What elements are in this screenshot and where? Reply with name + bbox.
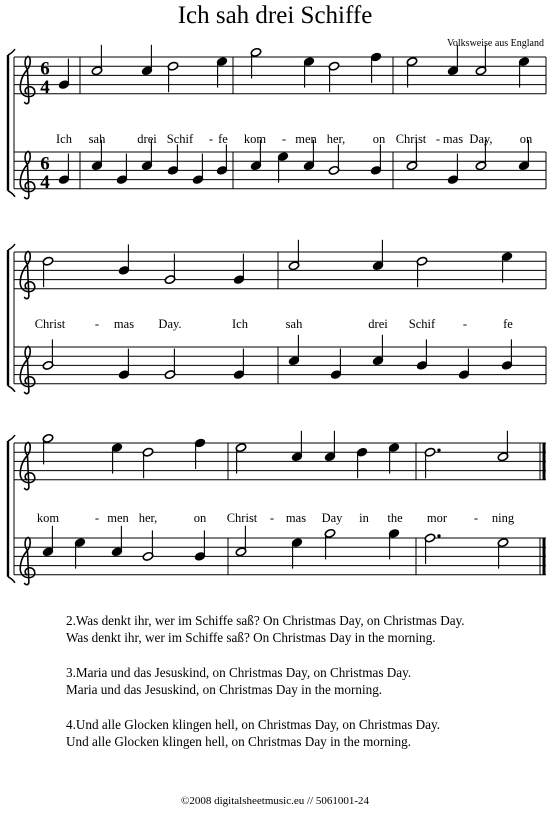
lyric-syllable: - — [462, 317, 468, 331]
lyric-syllable: men — [295, 132, 317, 146]
lyric-syllable: kom — [243, 132, 267, 146]
time-signature-upper: 6 — [40, 58, 50, 80]
verse-4 — [66, 716, 440, 750]
treble-clef-icon — [20, 56, 35, 103]
treble-clef-icon — [20, 537, 35, 584]
lyric-syllable: - — [94, 511, 100, 525]
lyric-syllable: Ich — [56, 132, 72, 146]
lyric-syllable: - — [473, 511, 479, 525]
lyric-syllable: Christ — [395, 132, 427, 146]
lyric-syllable: Christ — [226, 511, 258, 525]
verse-line: 4.Und alle Glocken klingen hell, on Christmas Day, on Christmas Day. — [66, 717, 441, 732]
lyric-syllable: mas — [442, 132, 464, 146]
page-title: Ich sah drei Schiffe — [177, 2, 373, 29]
system-bracket — [8, 577, 15, 583]
copyright-footer: ©2008 digitalsheetmusic.eu // 5061001-24 — [181, 795, 369, 807]
lyric-syllable: - — [435, 132, 441, 146]
lyric-syllable: mor — [426, 511, 448, 525]
verse-2 — [66, 612, 465, 646]
verse-line: Was denkt ihr, wer im Schiffe saß? On Christmas Day in the morning. — [66, 630, 436, 645]
verse-line: 2.Was denkt ihr, wer im Schiffe saß? On Christmas Day, on Christmas Day. — [66, 613, 465, 628]
lyric-syllable: kom — [36, 511, 60, 525]
lyric-syllable: on — [372, 132, 386, 146]
lyric-syllable: mas — [113, 317, 135, 331]
lyric-syllable: on — [193, 511, 207, 525]
lyric-syllable: - — [281, 132, 287, 146]
system-bracket — [8, 49, 15, 55]
system-bracket — [8, 386, 15, 392]
lyric-syllable: her, — [326, 132, 346, 146]
lyric-syllable: Schif — [408, 317, 436, 331]
lyric-syllable: drei — [368, 317, 388, 331]
lyric-syllable: Day — [321, 511, 343, 525]
lyric-syllable: - — [94, 317, 100, 331]
system-bracket — [8, 435, 15, 441]
note-dot — [437, 534, 440, 537]
treble-clef-icon — [20, 346, 35, 393]
time-signature-lower: 4 — [40, 76, 50, 98]
lyric-syllable: her, — [138, 511, 158, 525]
treble-clef-icon — [20, 251, 35, 298]
verse-line: Maria und das Jesuskind, on Christmas Day in the morning. — [66, 682, 383, 697]
lyric-syllable: drei — [137, 132, 157, 146]
note-dot — [437, 449, 440, 452]
time-signature-lower: 4 — [40, 171, 50, 193]
lyric-syllable: on — [519, 132, 533, 146]
composer-credit: Volksweise aus England — [446, 38, 544, 49]
lyric-syllable: Christ — [34, 317, 66, 331]
lyric-syllable: - — [208, 132, 214, 146]
verse-line: 3.Maria und das Jesuskind, on Christmas Day, on Christmas Day. — [66, 665, 412, 680]
treble-clef-icon — [20, 442, 35, 489]
verse-3 — [66, 664, 411, 698]
lyric-syllable: mas — [285, 511, 307, 525]
treble-clef-icon — [20, 151, 35, 198]
lyric-syllable: Schif — [166, 132, 194, 146]
lyric-syllable: the — [387, 511, 403, 525]
lyric-syllable: fe — [503, 317, 513, 331]
verse-line: Und alle Glocken klingen hell, on Christmas Day in the morning. — [66, 734, 412, 749]
lyric-syllable: fe — [218, 132, 228, 146]
lyric-syllable: men — [107, 511, 129, 525]
time-signature-upper: 6 — [40, 153, 50, 175]
lyric-syllable: sah — [88, 132, 106, 146]
lyric-syllable: Day. — [158, 317, 182, 331]
lyric-syllable: sah — [285, 317, 303, 331]
system-bracket — [8, 244, 15, 250]
lyric-syllable: ning — [491, 511, 515, 525]
lyric-syllable: in — [359, 511, 369, 525]
system-bracket — [8, 191, 15, 197]
lyric-syllable: - — [269, 511, 275, 525]
lyric-syllable: Ich — [232, 317, 248, 331]
lyric-syllable: Day, — [469, 132, 493, 146]
